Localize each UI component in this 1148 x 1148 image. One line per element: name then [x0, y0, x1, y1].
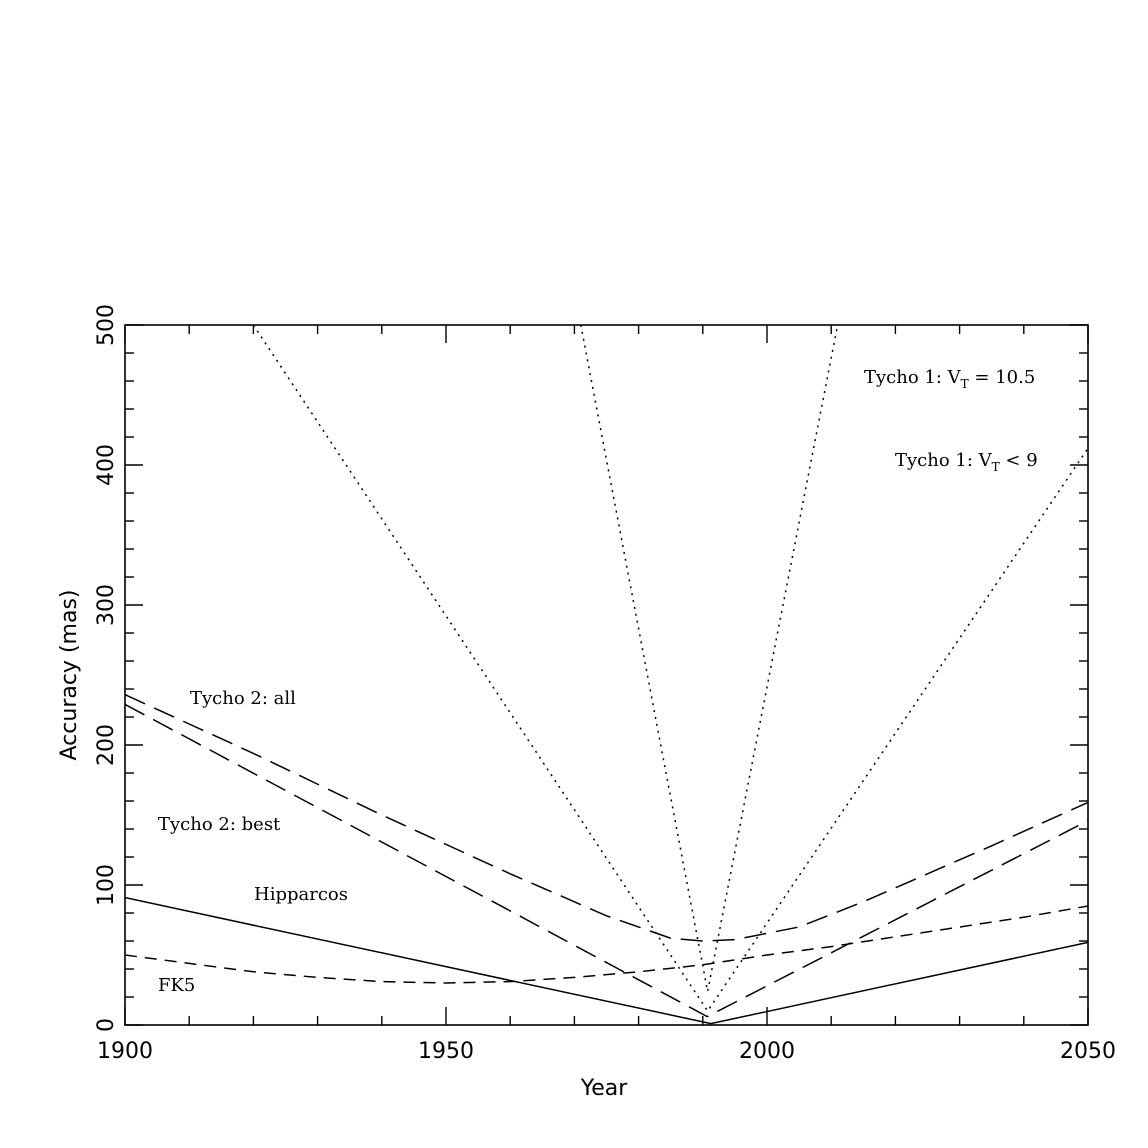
annotation-tycho2-best: Tycho 2: best [158, 814, 281, 835]
annotation-hipparcos: Hipparcos [254, 884, 348, 905]
series-line-5 [581, 325, 838, 991]
annotation-fk5: FK5 [158, 975, 196, 996]
annotation-tycho2-all: Tycho 2: all [190, 688, 296, 709]
y-tick-label: 400 [94, 444, 119, 486]
series-line-1 [125, 906, 1088, 983]
y-tick-label: 0 [94, 1018, 119, 1032]
series-line-3 [125, 704, 1088, 1016]
axis-tick-labels [94, 304, 1116, 1064]
data-series [125, 325, 1088, 1024]
plot-frame [125, 325, 1088, 1025]
x-tick-label: 1900 [97, 1039, 153, 1064]
series-line-4 [253, 325, 1088, 1011]
x-tick-label: 2000 [739, 1039, 795, 1064]
x-axis-label: Year [580, 1076, 628, 1101]
annotation-tycho1-vt9: Tycho 1: $V_T < 9$ [895, 450, 1038, 474]
y-tick-label: 100 [94, 864, 119, 906]
x-tick-label: 2050 [1060, 1039, 1116, 1064]
y-tick-label: 300 [94, 584, 119, 626]
annotation-tycho1-vt105: Tycho 1: $V_T = 10.5$ [864, 367, 1036, 391]
y-tick-label: 200 [94, 724, 119, 766]
x-tick-label: 1950 [418, 1039, 474, 1064]
y-tick-label: 500 [94, 304, 119, 346]
y-axis-label: Accuracy (mas) [57, 589, 82, 761]
axis-ticks [125, 325, 1088, 1025]
